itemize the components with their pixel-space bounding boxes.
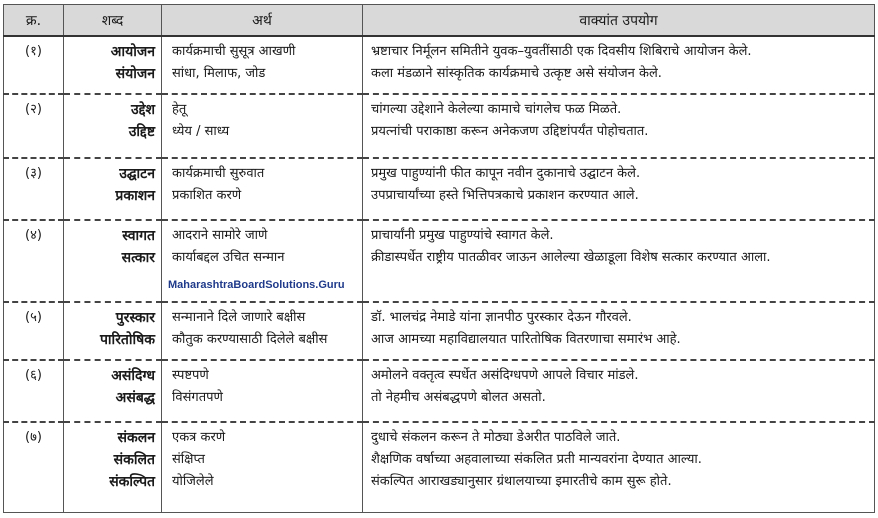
usage-sentence: डॉ. भालचंद्र नेमाडे यांना ज्ञानपीठ पुरस्कार देऊन गौरवले. xyxy=(371,310,632,325)
table-row xyxy=(4,158,875,220)
usage-cell xyxy=(363,220,875,302)
usage-sentence: चांगल्या उद्देशाने केलेल्या कामाचे चांगलेच फळ मिळते. xyxy=(371,102,622,117)
meaning-cell xyxy=(162,94,363,158)
table-row xyxy=(4,422,875,513)
row-number: (२) xyxy=(4,94,64,158)
usage-sentence: आज आमच्या महाविद्यालयात पारितोषिक वितरणाचा समारंभ आहे. xyxy=(371,332,681,347)
word-cell xyxy=(64,36,162,94)
word: उद्घाटन xyxy=(119,166,155,182)
usage-sentence: संकल्पित आराखड्यानुसार ग्रंथालयाच्या इमारतीचे काम सुरू होते. xyxy=(371,474,672,489)
table-row xyxy=(4,220,875,302)
row-number: (४) xyxy=(4,220,64,302)
word-cell xyxy=(64,360,162,422)
meaning: स्पष्टपणे xyxy=(172,368,209,383)
meaning: कार्याबद्दल उचित सन्मान xyxy=(172,250,285,265)
meaning-cell xyxy=(162,360,363,422)
meaning: कार्यक्रमाची सुरुवात xyxy=(172,166,265,181)
header-meaning: अर्थ xyxy=(162,5,363,37)
usage-cell xyxy=(363,36,875,94)
meaning: प्रकाशित करणे xyxy=(172,188,242,203)
word: स्वागत xyxy=(122,228,155,244)
usage-cell xyxy=(363,360,875,422)
table-row xyxy=(4,36,875,94)
usage-sentence: दुधाचे संकलन करून ते मोठ्या डेअरीत पाठविले जाते. xyxy=(371,430,621,445)
usage-sentence: कला मंडळाने सांस्कृतिक कार्यक्रमाचे उत्कृष्ट असे संयोजन केले. xyxy=(371,66,662,81)
word: उद्दिष्ट xyxy=(128,124,155,140)
row-number: (५) xyxy=(4,302,64,360)
usage-sentence: उपप्राचार्यांच्या हस्ते भित्तिपत्रकाचे प्रकाशन करण्यात आले. xyxy=(371,188,639,203)
usage-cell xyxy=(363,158,875,220)
word: संकलित xyxy=(113,452,155,468)
word: असंदिग्ध xyxy=(111,368,155,384)
word: प्रकाशन xyxy=(115,188,155,204)
table-row xyxy=(4,94,875,158)
meaning: योजिलेले xyxy=(172,474,214,489)
word-cell xyxy=(64,302,162,360)
word-cell xyxy=(64,94,162,158)
meaning: हेतू xyxy=(172,102,187,117)
usage-sentence: प्रयत्नांची पराकाष्ठा करून अनेकजण उद्दिष्टांपर्यंत पोहोचतात. xyxy=(371,124,649,139)
meaning: विसंगतपणे xyxy=(172,390,223,405)
word: संकलन xyxy=(117,430,155,446)
word: उद्देश xyxy=(131,102,155,118)
meaning-cell xyxy=(162,158,363,220)
table-row xyxy=(4,302,875,360)
meaning: सांधा, मिलाफ, जोड xyxy=(172,66,266,81)
row-number: (१) xyxy=(4,36,64,94)
meaning: सन्मानाने दिले जाणारे बक्षीस xyxy=(172,310,306,325)
row-number: (६) xyxy=(4,360,64,422)
word: सत्कार xyxy=(121,250,155,266)
word: पुरस्कार xyxy=(115,310,155,326)
word: असंबद्ध xyxy=(115,390,155,406)
usage-cell xyxy=(363,94,875,158)
usage-sentence: अमोलने वक्तृत्व स्पर्धेत असंदिग्धपणे आपले विचार मांडले. xyxy=(371,368,639,383)
usage-sentence: शैक्षणिक वर्षाच्या अहवालाच्या संकलित प्रती मान्यवरांना देण्यात आल्या. xyxy=(371,452,702,467)
meaning: संक्षिप्त xyxy=(172,452,205,467)
word: पारितोषिक xyxy=(99,332,155,348)
table-row xyxy=(4,360,875,422)
usage-cell xyxy=(363,302,875,360)
row-number: (३) xyxy=(4,158,64,220)
meaning-cell xyxy=(162,302,363,360)
row-number: (७) xyxy=(4,422,64,513)
header-usage: वाक्यांत उपयोग xyxy=(363,5,875,37)
meaning: एकत्र करणे xyxy=(172,430,226,445)
word: संयोजन xyxy=(115,66,155,82)
usage-cell xyxy=(363,422,875,513)
vocabulary-table xyxy=(3,4,875,513)
meaning: कौतुक करण्यासाठी दिलेले बक्षीस xyxy=(172,332,328,347)
meaning: ध्येय / साध्य xyxy=(172,124,230,139)
header-no: क्र. xyxy=(4,5,64,37)
usage-sentence: भ्रष्टाचार निर्मूलन समितीने युवक–युवतींसाठी एक दिवसीय शिबिराचे आयोजन केले. xyxy=(371,44,752,59)
meaning: कार्यक्रमाची सुसूत्र आखणी xyxy=(172,44,296,59)
header-word: शब्द xyxy=(64,5,162,37)
usage-sentence: क्रीडास्पर्धेत राष्ट्रीय पातळीवर जाऊन आलेल्या खेळाडूला विशेष सत्कार करण्यात आला. xyxy=(371,250,771,265)
word-cell xyxy=(64,220,162,302)
meaning-cell xyxy=(162,36,363,94)
word: संकल्पित xyxy=(109,474,155,490)
usage-sentence: तो नेहमीच असंबद्धपणे बोलत असतो. xyxy=(371,390,546,405)
word-cell xyxy=(64,158,162,220)
word: आयोजन xyxy=(110,44,155,60)
word-cell xyxy=(64,422,162,513)
usage-sentence: प्राचार्यांनी प्रमुख पाहुण्यांचे स्वागत केले. xyxy=(371,228,554,243)
watermark: MaharashtraBoardSolutions.Guru xyxy=(168,279,345,291)
header-row xyxy=(4,5,875,37)
meaning-cell xyxy=(162,422,363,513)
usage-sentence: प्रमुख पाहुण्यांनी फीत कापून नवीन दुकानाचे उद्घाटन केले. xyxy=(371,166,641,181)
meaning: आदराने सामोरे जाणे xyxy=(172,228,268,243)
